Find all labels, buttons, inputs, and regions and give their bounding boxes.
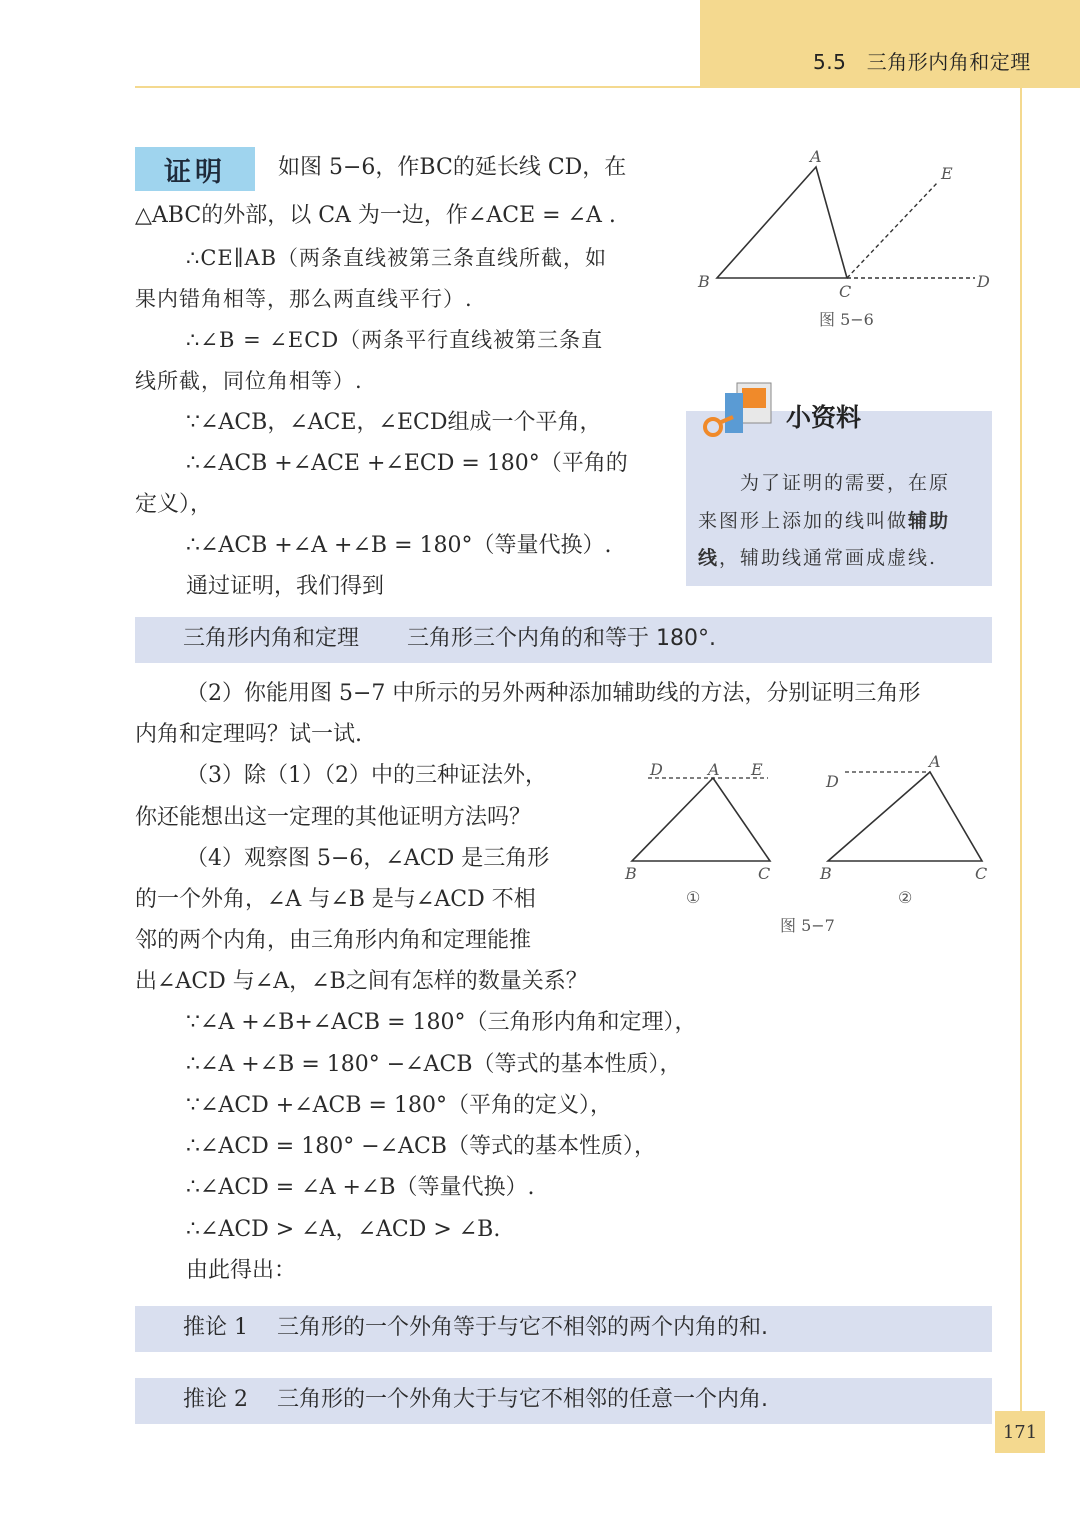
fig57-1-triangle [632, 778, 770, 861]
derivation-6: ∴∠ACD > ∠A，∠ACD > ∠B. [186, 1217, 501, 1242]
fig56-label-d: D [977, 272, 990, 291]
fig57-1-label-b: B [625, 864, 637, 883]
derivation-3: ∵∠ACD +∠ACB = 180°（平角的定义）， [186, 1093, 612, 1118]
header-rule [135, 86, 1080, 88]
theorem-statement: 三角形三个内角的和等于 180°. [407, 626, 716, 651]
derivation-7: 由此得出： [186, 1258, 297, 1283]
fig56-label-b: B [698, 272, 710, 291]
corollary-1-label: 推论 1 [183, 1315, 248, 1340]
info-line-2: 来图形上添加的线叫做辅助 [698, 510, 951, 532]
corollary-2-statement: 三角形的一个外角大于与它不相邻的任意一个内角. [277, 1387, 768, 1412]
auxiliary-ce [847, 182, 938, 278]
q2-line-1: （2）你能用图 5−7 中所示的另外两种添加辅助线的方法，分别证明三角形 [186, 681, 921, 706]
proof-line-1: 如图 5−6，作BC的延长线 CD，在 [278, 155, 627, 180]
section-title: 5.5 三角形内角和定理 [813, 50, 1031, 74]
triangle-abc [717, 167, 847, 278]
fig57-1-label-c: C [758, 864, 771, 883]
proof-line-4: 果内错角相等，那么两直线平行）. [135, 287, 473, 311]
q2-line-2: 内角和定理吗？试一试. [135, 722, 362, 747]
page-number: 171 [995, 1411, 1045, 1453]
info-line-3: 线，辅助线通常画成虚线. [698, 547, 938, 569]
figure-5-7 [620, 755, 1000, 885]
corollary-1-statement: 三角形的一个外角等于与它不相邻的两个内角的和. [277, 1315, 768, 1340]
proof-line-6: 线所截，同位角相等）. [135, 369, 363, 393]
fig56-label-e: E [941, 164, 953, 183]
derivation-2: ∴∠A +∠B = 180° −∠ACB（等式的基本性质）， [186, 1052, 682, 1077]
fig57-1-label-a: A [708, 760, 720, 779]
corollary-2-box [135, 1378, 992, 1424]
proof-line-5: ∴∠B = ∠ECD（两条平行直线被第三条直 [186, 328, 604, 352]
corollary-1-box [135, 1306, 992, 1352]
q3-line-1: （3）除（1）（2）中的三种证法外， [186, 763, 547, 788]
fig56-label-a: A [810, 147, 822, 166]
fig57-2-triangle [828, 772, 982, 861]
q3-line-2: 你还能想出这一定理的其他证明方法吗？ [135, 805, 532, 830]
fig57-caption: 图 5−7 [780, 916, 835, 935]
proof-line-11: 通过证明，我们得到 [186, 574, 385, 599]
proof-line-7: ∵∠ACB，∠ACE，∠ECD组成一个平角， [186, 410, 602, 435]
margin-rule [1020, 86, 1022, 1431]
proof-badge: 证明 [135, 147, 255, 191]
proof-line-2: △ABC的外部，以 CA 为一边，作∠ACE = ∠A . [135, 203, 616, 228]
fig57-sub-1: ① [686, 888, 701, 907]
info-line-1: 为了证明的需要，在原 [740, 472, 951, 494]
derivation-1: ∵∠A +∠B+∠ACB = 180°（三角形内角和定理）， [186, 1010, 697, 1035]
q4-line-4: 出∠ACD 与∠A，∠B之间有怎样的数量关系？ [135, 969, 588, 994]
fig56-label-c: C [839, 282, 852, 301]
proof-line-3: ∴CE∥AB（两条直线被第三条直线所截，如 [186, 246, 608, 270]
fig57-1-label-e: E [751, 760, 763, 779]
fig57-2-label-b: B [820, 864, 832, 883]
fig56-caption: 图 5−6 [819, 310, 874, 329]
info-title: 小资料 [786, 403, 862, 432]
corollary-2-label: 推论 2 [183, 1387, 248, 1412]
q4-line-2: 的一个外角，∠A 与∠B 是与∠ACD 不相 [135, 887, 536, 912]
fig57-2-label-c: C [975, 864, 988, 883]
info-icon [697, 377, 777, 447]
q4-line-3: 邻的两个内角，由三角形内角和定理能推 [135, 928, 532, 953]
derivation-4: ∴∠ACD = 180° −∠ACB（等式的基本性质）， [186, 1134, 656, 1159]
theorem-box [135, 617, 992, 663]
derivation-5: ∴∠ACD = ∠A +∠B（等量代换）. [186, 1175, 535, 1200]
proof-line-8: ∴∠ACB +∠ACE +∠ECD = 180°（平角的 [186, 451, 628, 476]
fig57-sub-2: ② [898, 888, 913, 907]
theorem-label: 三角形内角和定理 [183, 626, 360, 651]
q4-line-1: （4）观察图 5−6，∠ACD 是三角形 [186, 846, 550, 871]
proof-line-10: ∴∠ACB +∠A +∠B = 180°（等量代换）. [186, 533, 612, 558]
fig57-2-label-a: A [929, 752, 941, 771]
proof-line-9: 定义）， [135, 492, 213, 517]
fig57-1-label-d: D [650, 760, 663, 779]
fig57-2-label-d: D [826, 772, 839, 791]
